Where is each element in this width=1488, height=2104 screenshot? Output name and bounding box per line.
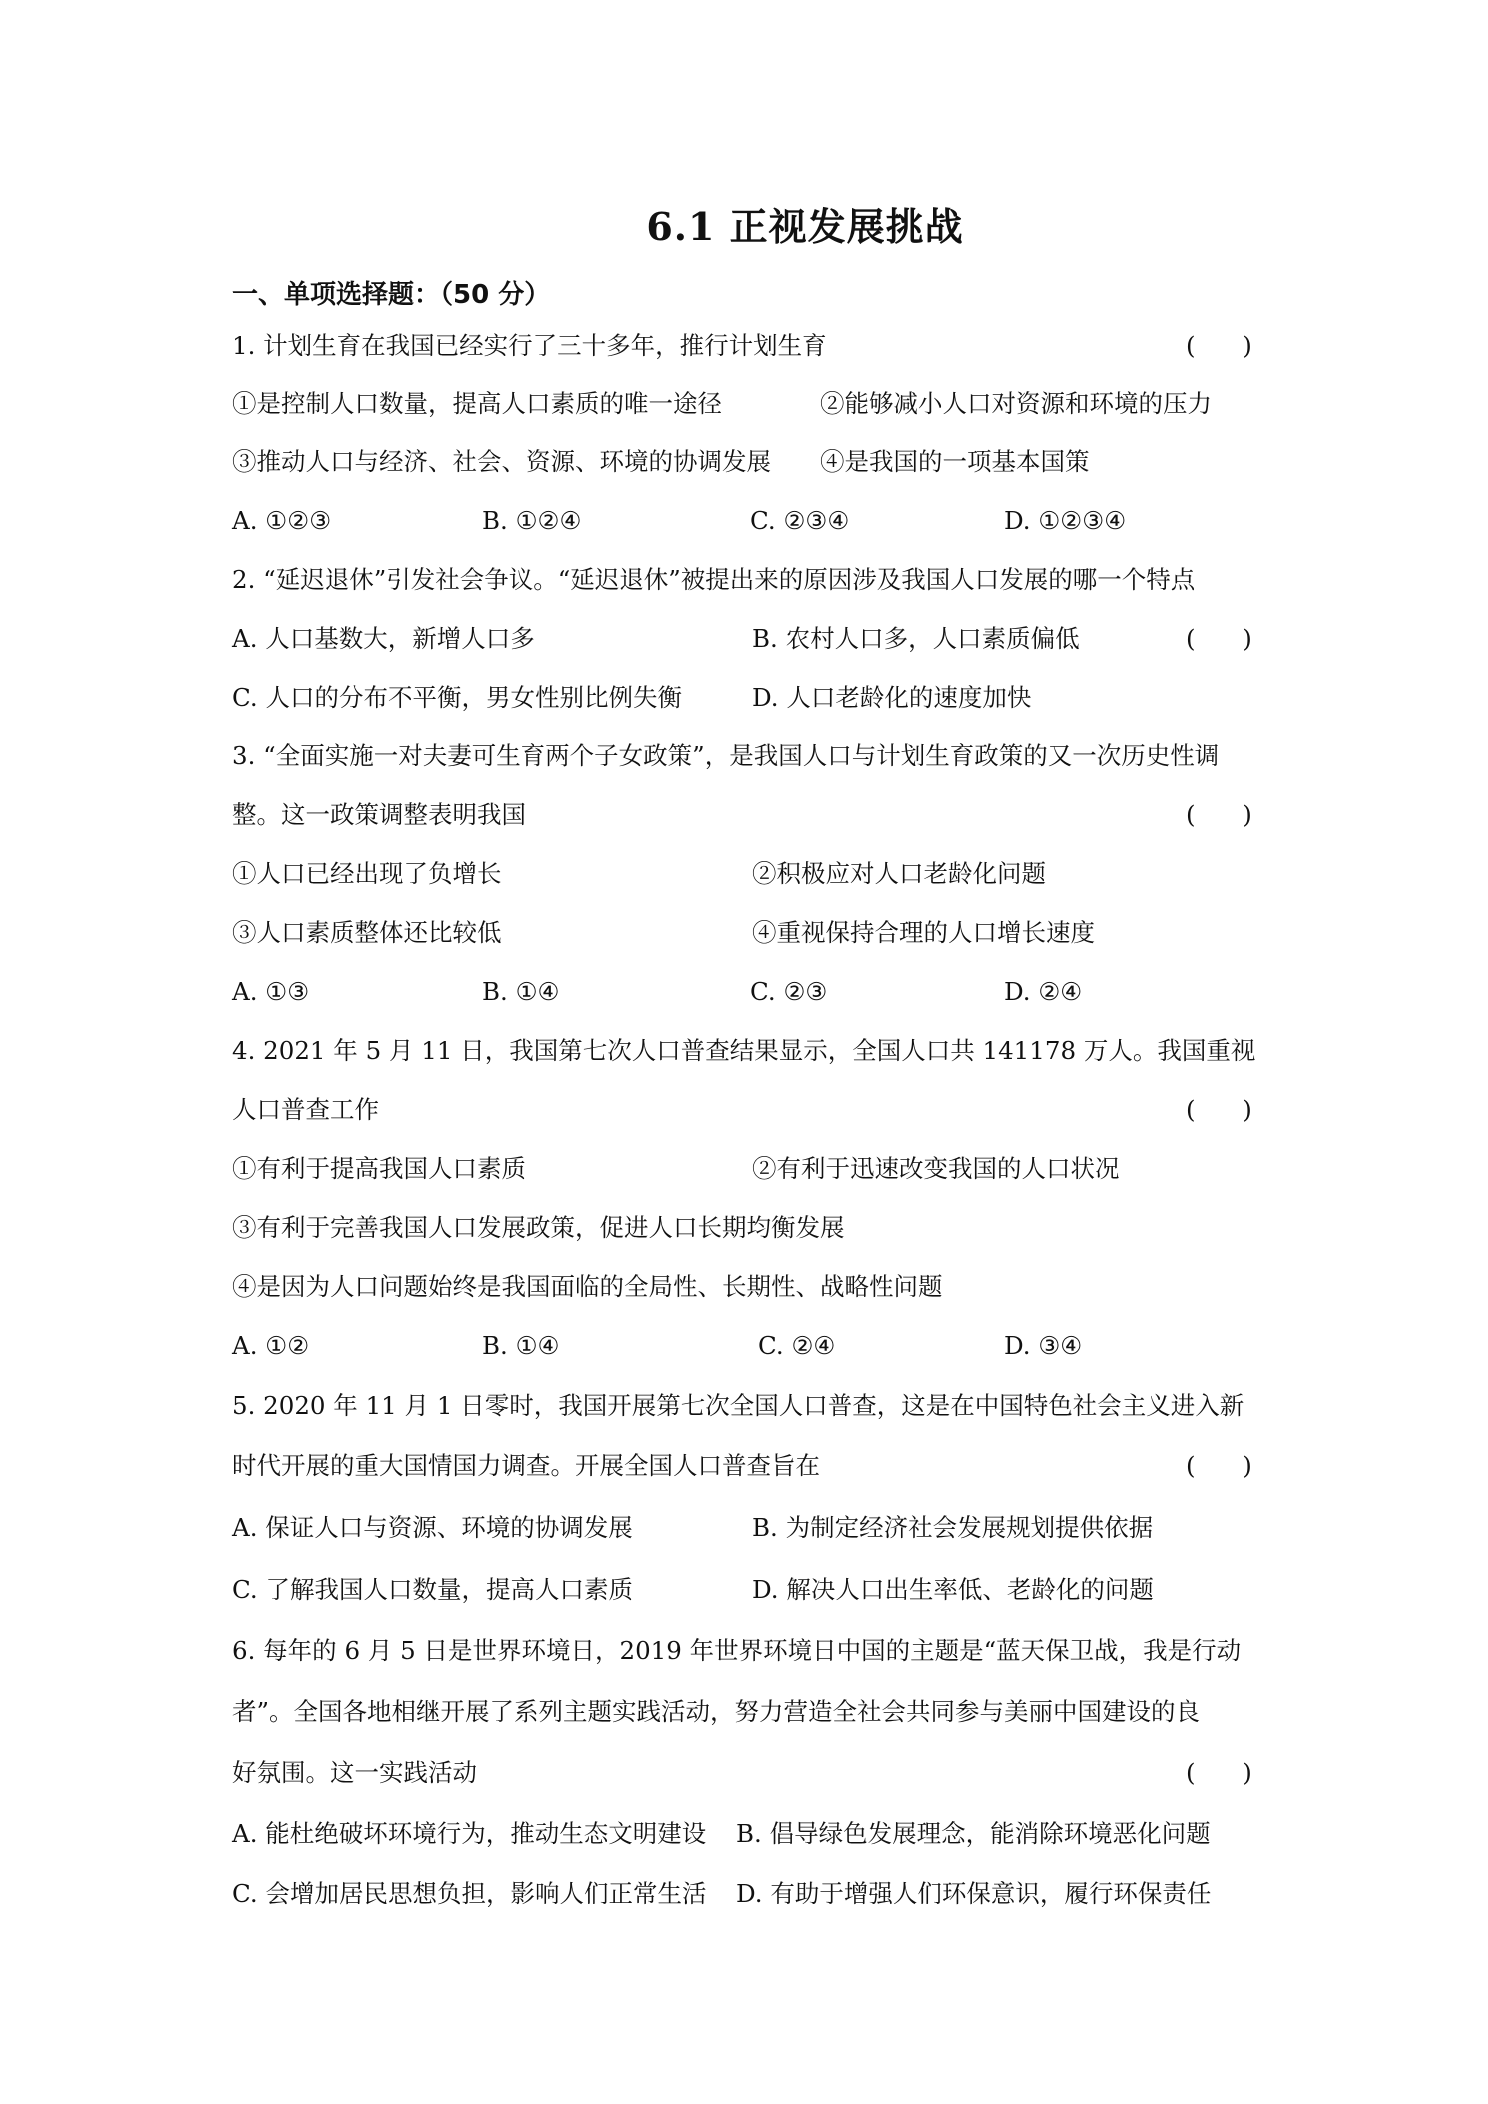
option: D. 解决人口出生率低、老龄化的问题 [752, 1575, 1154, 1604]
option: A. 人口基数大，新增人口多 [232, 624, 535, 653]
statement: ②积极应对人口老龄化问题 [752, 859, 1046, 888]
page-title: 6.1 正视发展挑战 [646, 204, 964, 249]
question-4-stem: 人口普查工作 [232, 1095, 379, 1124]
option: D. 有助于增强人们环保意识，履行环保责任 [736, 1879, 1212, 1908]
answer-bracket: ( ) [1186, 331, 1252, 360]
statement: ④是我国的一项基本国策 [820, 447, 1090, 476]
statement: ②有利于迅速改变我国的人口状况 [752, 1154, 1120, 1183]
statement: ①是控制人口数量，提高人口素质的唯一途径 [232, 389, 722, 418]
statement: ①有利于提高我国人口素质 [232, 1154, 526, 1183]
question-2-stem: 2. “延迟退休”引发社会争议。“延迟退休”被提出来的原因涉及我国人口发展的哪一个特点 [232, 565, 1196, 594]
question-3-stem: 整。这一政策调整表明我国 [232, 800, 526, 829]
statement: ③推动人口与经济、社会、资源、环境的协调发展 [232, 447, 771, 476]
statement: ③有利于完善我国人口发展政策，促进人口长期均衡发展 [232, 1213, 845, 1242]
question-5-stem: 5. 2020 年 11 月 1 日零时，我国开展第七次全国人口普查，这是在中国特色社会主义进入新 [232, 1391, 1245, 1420]
option: C. 人口的分布不平衡，男女性别比例失衡 [232, 683, 682, 712]
section-heading: 一、单项选择题：（50 分） [232, 280, 551, 310]
option: A. ①② [232, 1331, 310, 1360]
option: C. ②③ [750, 977, 828, 1006]
option: B. ①②④ [482, 506, 582, 535]
answer-bracket: ( ) [1186, 800, 1252, 829]
question-6-stem: 好氛围。这一实践活动 [232, 1758, 477, 1787]
statement: ④重视保持合理的人口增长速度 [752, 918, 1095, 947]
answer-bracket: ( ) [1186, 1095, 1252, 1124]
option: A. ①②③ [232, 506, 332, 535]
option: A. ①③ [232, 977, 310, 1006]
question-6-stem: 6. 每年的 6 月 5 日是世界环境日，2019 年世界环境日中国的主题是“蓝天保卫战，我是行动 [232, 1636, 1242, 1665]
answer-bracket: ( ) [1186, 1451, 1252, 1480]
option: C. 会增加居民思想负担，影响人们正常生活 [232, 1879, 707, 1908]
answer-bracket: ( ) [1186, 1758, 1252, 1787]
option: D. ①②③④ [1004, 506, 1127, 535]
option: C. ②③④ [750, 506, 850, 535]
question-6-stem: 者”。全国各地相继开展了系列主题实践活动，努力营造全社会共同参与美丽中国建设的良 [232, 1697, 1201, 1726]
statement: ②能够减小人口对资源和环境的压力 [820, 389, 1212, 418]
option: A. 能杜绝破坏环境行为，推动生态文明建设 [232, 1819, 707, 1848]
option: D. ③④ [1004, 1331, 1083, 1360]
option: B. 农村人口多，人口素质偏低 [752, 624, 1080, 653]
question-3-stem: 3. “全面实施一对夫妻可生育两个子女政策”，是我国人口与计划生育政策的又一次历史性调 [232, 741, 1220, 770]
option: C. ②④ [758, 1331, 836, 1360]
option: B. ①④ [482, 977, 560, 1006]
statement: ④是因为人口问题始终是我国面临的全局性、长期性、战略性问题 [232, 1272, 943, 1301]
question-5-stem: 时代开展的重大国情国力调查。开展全国人口普查旨在 [232, 1451, 820, 1480]
option: B. 为制定经济社会发展规划提供依据 [752, 1513, 1154, 1542]
statement: ③人口素质整体还比较低 [232, 918, 502, 947]
answer-bracket: ( ) [1186, 624, 1252, 653]
question-4-stem: 4. 2021 年 5 月 11 日，我国第七次人口普查结果显示，全国人口共 141178 万人。我国重视 [232, 1036, 1256, 1065]
option: B. ①④ [482, 1331, 560, 1360]
question-1-stem: 1. 计划生育在我国已经实行了三十多年，推行计划生育 [232, 331, 827, 360]
option: D. 人口老龄化的速度加快 [752, 683, 1032, 712]
option: C. 了解我国人口数量，提高人口素质 [232, 1575, 633, 1604]
statement: ①人口已经出现了负增长 [232, 859, 502, 888]
option: B. 倡导绿色发展理念，能消除环境恶化问题 [736, 1819, 1211, 1848]
option: D. ②④ [1004, 977, 1083, 1006]
option: A. 保证人口与资源、环境的协调发展 [232, 1513, 633, 1542]
